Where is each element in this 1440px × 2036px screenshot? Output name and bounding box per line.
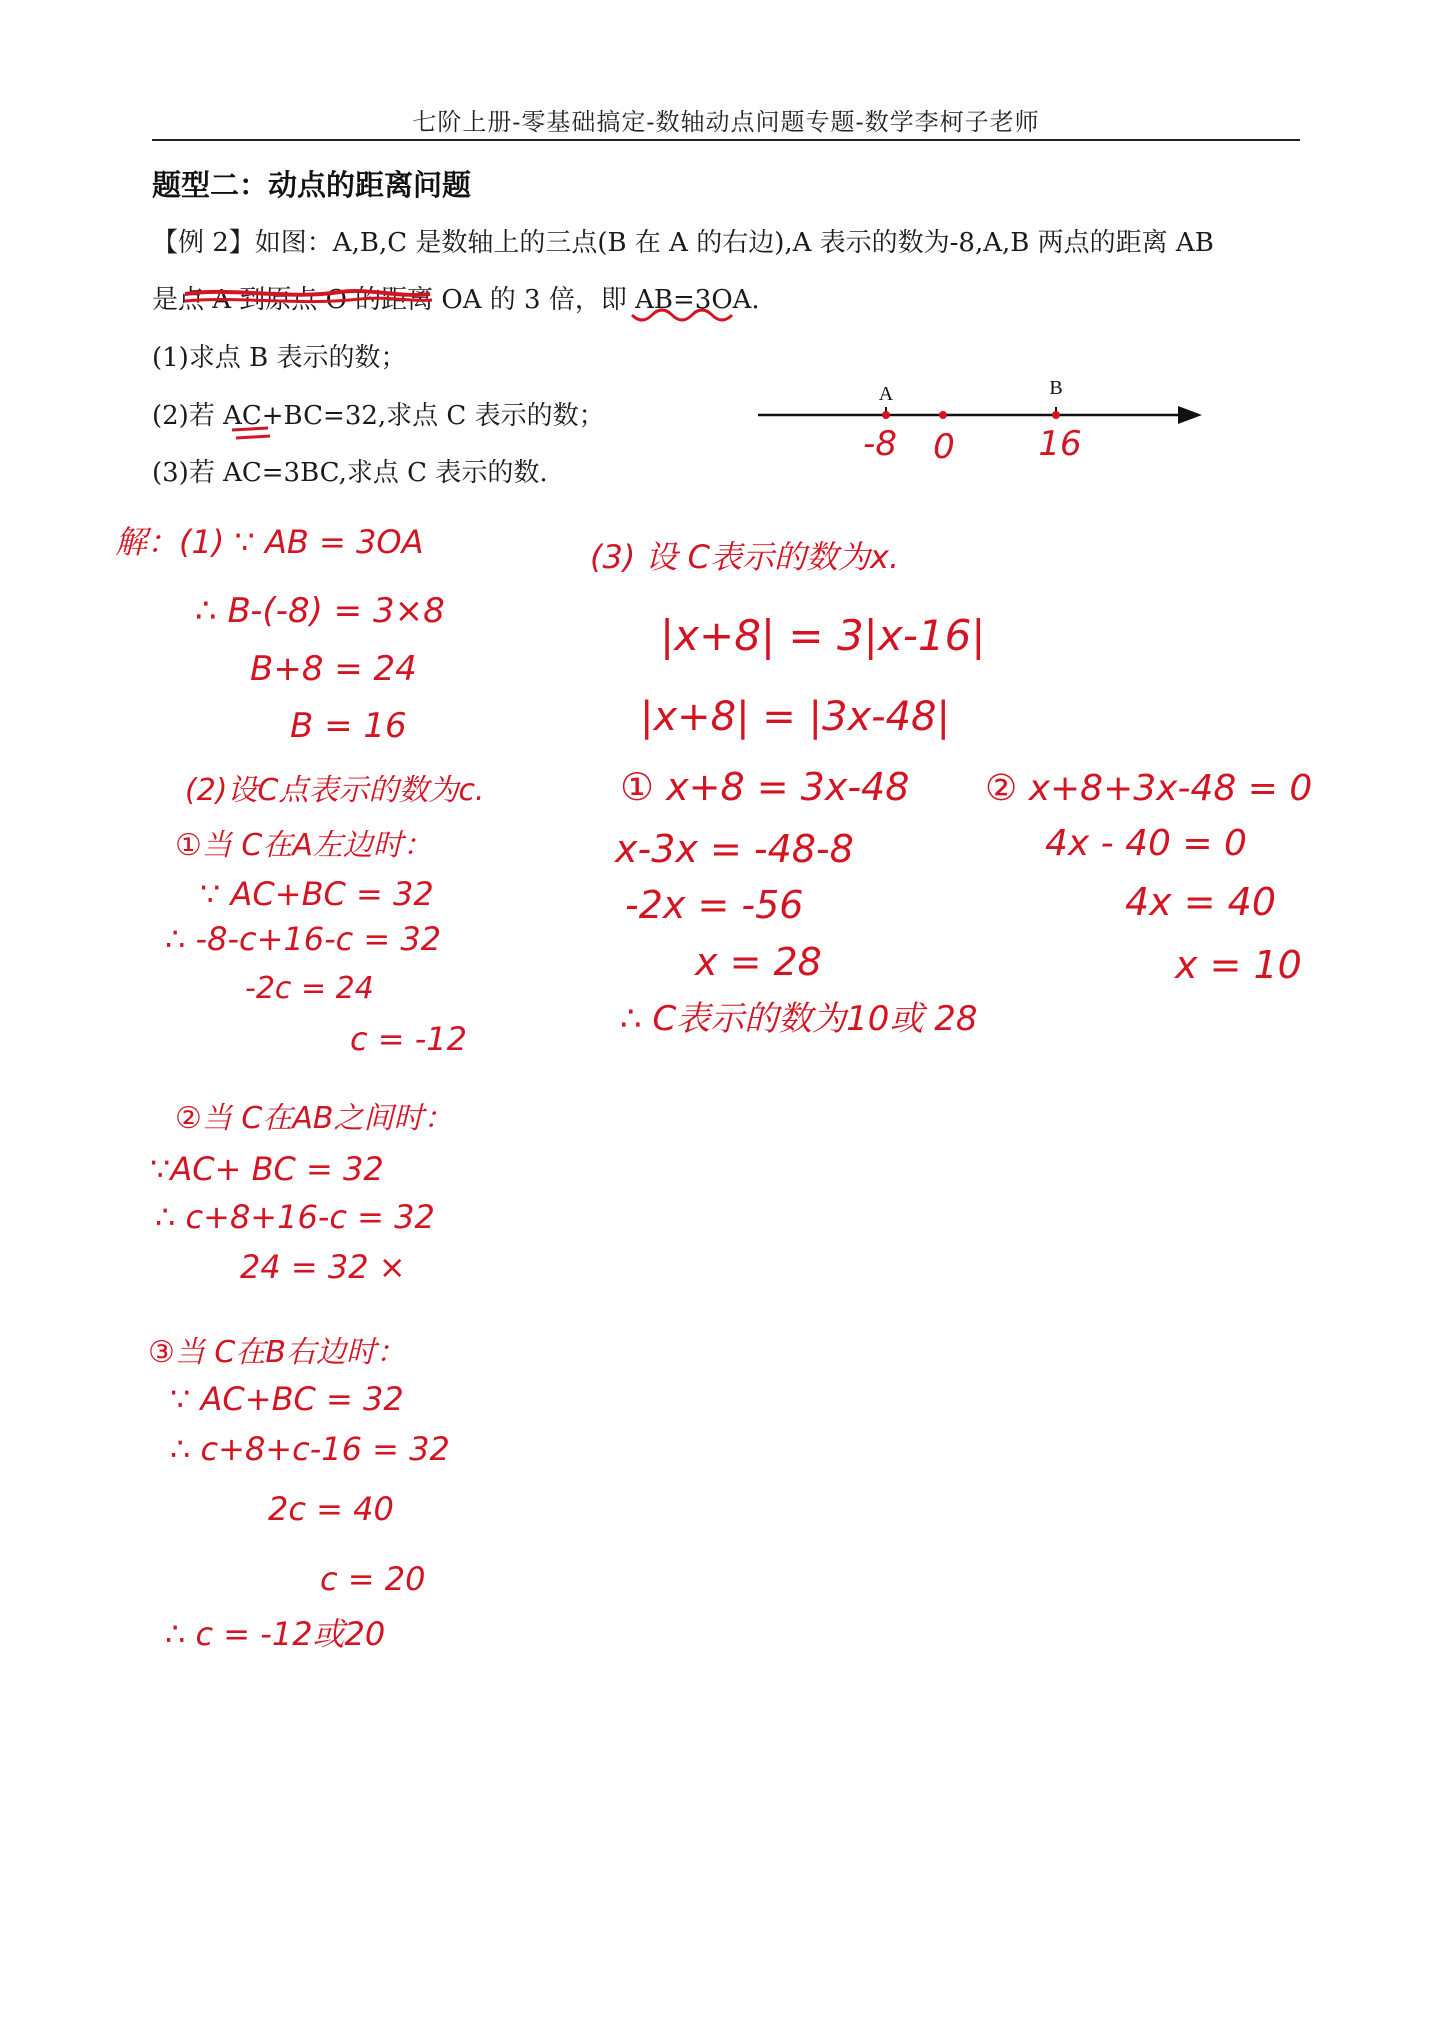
solution-right-line: x-3x = -48-8 — [615, 827, 854, 871]
solution-left-line: ∵ AC+BC = 32 — [170, 1380, 404, 1418]
solution-right-line: ① x+8 = 3x-48 — [620, 765, 910, 809]
solution-right-line: |x+8| = |3x-48| — [640, 694, 950, 740]
solution-left-line: ∴ c+8+16-c = 32 — [155, 1198, 435, 1236]
problem-line-2-prefix: 是点 A 到原点 O 的距离 OA 的 3 倍，即 — [152, 285, 636, 315]
solution-left-line: 24 = 32 × — [240, 1248, 406, 1286]
hw-value-b: 16 — [1038, 424, 1082, 464]
solution-left-line: B = 16 — [290, 706, 407, 746]
question-2: (2)若 AC+BC=32,求点 C 表示的数； — [152, 401, 605, 431]
solution-right-line: (3) 设 C表示的数为x. — [590, 538, 900, 576]
label-b: B — [1049, 377, 1063, 399]
solution-left-line: ∴ c = -12或20 — [165, 1615, 386, 1653]
solution-left-line: ∴ c+8+c-16 = 32 — [170, 1430, 450, 1468]
solution-left-line: 解：(1) ∵ AB = 3OA — [115, 523, 424, 561]
solution-left-line: ∵ AC+BC = 32 — [200, 875, 434, 913]
problem-formula: AB=3OA. — [635, 285, 760, 315]
solution-right-line: 4x - 40 = 0 — [1045, 823, 1247, 864]
solution-left-line: c = -12 — [350, 1020, 468, 1058]
section-title: 题型二：动点的距离问题 — [152, 168, 472, 202]
solution-left-line: ∴ -8-c+16-c = 32 — [165, 920, 442, 958]
solution-left-line: ③当 C在B右边时： — [148, 1335, 406, 1370]
solution-left-line: (2)设C点表示的数为c. — [185, 773, 485, 808]
solution-left-line: ①当 C在A左边时： — [175, 828, 433, 863]
hw-value-a: -8 — [863, 424, 897, 464]
solution-right-line: x = 28 — [695, 940, 822, 984]
solution-left-line: ②当 C在AB之间时： — [175, 1101, 454, 1136]
hw-value-o: 0 — [933, 427, 955, 467]
solution-left-line: ∴ B-(-8) = 3×8 — [195, 591, 445, 631]
label-a: A — [878, 383, 894, 405]
solution-right-line: |x+8| = 3|x-16| — [660, 611, 986, 660]
solution-left-line: -2c = 24 — [245, 971, 374, 1006]
problem-line-1: 【例 2】如图：A,B,C 是数轴上的三点(B 在 A 的右边),A 表示的数为-8,A,B 两点的距离 AB — [152, 228, 1214, 258]
solution-right-line: -2x = -56 — [625, 883, 804, 927]
question-1: (1)求点 B 表示的数； — [152, 343, 407, 373]
solution-left-line: B+8 = 24 — [250, 649, 417, 689]
question-3: (3)若 AC=3BC,求点 C 表示的数. — [152, 458, 548, 488]
solution-left-line: 2c = 40 — [268, 1490, 394, 1528]
solution-left-line: c = 20 — [320, 1560, 426, 1598]
solution-right-line: x = 10 — [1175, 943, 1302, 987]
page-header: 七阶上册-零基础搞定-数轴动点问题专题-数学李柯子老师 — [412, 108, 1040, 136]
solution-right-line: 4x = 40 — [1125, 880, 1277, 924]
solution-right-line: ② x+8+3x-48 = 0 — [985, 768, 1313, 809]
solution-left-line: ∵AC+ BC = 32 — [150, 1150, 384, 1188]
solution-right-line: ∴ C表示的数为10或 28 — [620, 999, 978, 1039]
